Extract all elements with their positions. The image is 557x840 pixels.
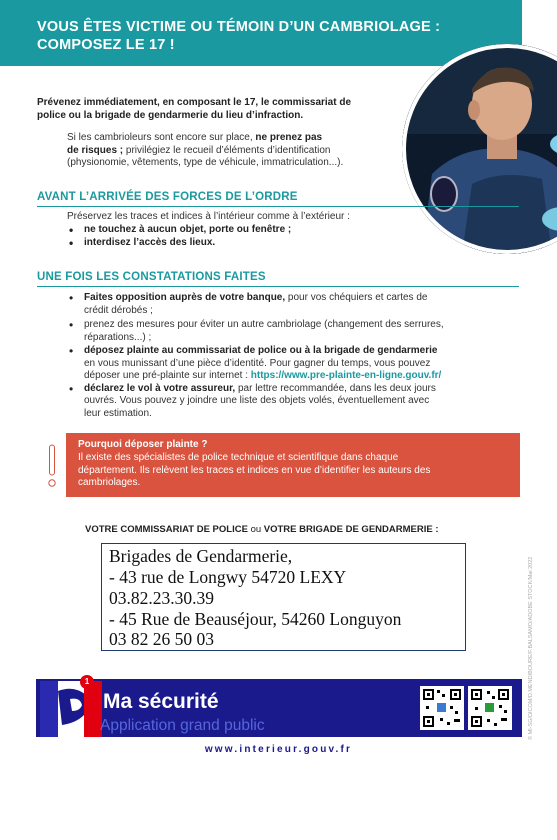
alert-line: département. Ils relèvent les traces et indices en vue d’identifier les auteurs des: [78, 464, 431, 476]
section-title-before-arrival: AVANT L’ARRIVÉE DES FORCES DE L’ORDRE: [37, 191, 298, 203]
item-text: ouvrés. Vous pouvez y joindre une liste des objets volés, éventuellement avec: [84, 395, 430, 406]
header-banner: [0, 0, 522, 66]
contact-box: [101, 543, 466, 651]
title-line-2: COMPOSEZ LE 17 !: [37, 37, 175, 53]
credit-text: © MI-SG/DICOM/D.MENDIBOURE/F.BALSAMO/ADOBE STOCK/Mai 2022: [528, 556, 534, 740]
item-bold: Faites opposition auprès de votre banque,: [84, 292, 286, 303]
contact-line: 03 82 26 50 03: [109, 629, 214, 649]
section-divider: [37, 286, 519, 287]
contact-heading: [85, 524, 439, 535]
list-item: [66, 319, 516, 344]
item-text: par lettre recommandée, dans les deux jours: [235, 382, 436, 394]
contact-heading-or: ou: [250, 524, 262, 535]
item-text: prenez des mesures pour éviter un autre cambriolage (changement des serrures,: [84, 319, 444, 330]
contact-heading-b: VOTRE BRIGADE DE GENDARMERIE :: [261, 524, 439, 535]
item-text: leur estimation.: [84, 407, 152, 419]
section1-lead: Préservez les traces et indices à l’intérieur comme à l’extérieur :: [67, 211, 350, 222]
section1-list: [66, 224, 466, 249]
item-text: réparations...) ;: [84, 331, 152, 343]
intro-line-2: police ou la brigade de gendarmerie du lieu d’infraction.: [37, 109, 304, 121]
app-subtitle: Application grand public: [100, 717, 265, 734]
page-title: [37, 18, 440, 54]
list-item: [66, 383, 516, 421]
footer-url[interactable]: www.interieur.gouv.fr: [204, 744, 353, 755]
contact-line: - 43 rue de Longwy 54720 LEXY: [109, 567, 347, 587]
title-line-1: VOUS ÊTES VICTIME OU TÉMOIN D’UN CAMBRIOLAGE :: [37, 19, 441, 35]
item-bold: déposez plainte au commissariat de police ou à la brigade de gendarmerie: [84, 345, 438, 356]
item-text: en vous munissant d’une pièce d’identité. Pour gagner du temps, vous pouvez: [84, 357, 431, 369]
alert-box: [66, 433, 520, 497]
alert-title: Pourquoi déposer plainte ?: [78, 439, 208, 450]
section2-list: [66, 292, 516, 420]
section-divider: [37, 206, 519, 207]
marianne-logo-icon: [40, 681, 102, 737]
contact-line: 03.82.23.30.39: [109, 588, 214, 608]
advice-text: Si les cambrioleurs sont encore sur place,: [67, 132, 256, 143]
contact-line: Brigades de Gendarmerie,: [109, 546, 293, 566]
advice-paragraph: [67, 132, 407, 170]
section-title-after-findings: UNE FOIS LES CONSTATATIONS FAITES: [37, 271, 266, 283]
pre-plainte-link[interactable]: https://www.pre-plainte-en-ligne.gouv.fr/: [250, 370, 442, 381]
list-item: • interdisez l’accès des lieux.: [66, 237, 466, 250]
app-name: Ma sécurité: [103, 690, 219, 713]
alert-body: [78, 452, 510, 490]
notification-badge: 1: [80, 675, 94, 689]
list-item: • ne touchez à aucun objet, porte ou fenêtre ;: [66, 224, 466, 237]
alert-line: Il existe des spécialistes de police technique et scientifique dans chaque: [78, 452, 399, 463]
intro-paragraph: [37, 97, 382, 122]
qr-code-icon[interactable]: [420, 686, 464, 730]
advice-text-3: (physionomie, vêtements, type de véhicule, immatriculation...).: [67, 157, 344, 168]
advice-bold-2: de risques ;: [67, 144, 124, 156]
item-bold: déclarez le vol à votre assureur,: [84, 382, 236, 394]
exclamation-icon: [46, 444, 58, 490]
advice-bold: ne prenez pas: [255, 132, 323, 143]
item-text: crédit dérobés ;: [84, 304, 153, 316]
intro-line-1: Prévenez immédiatement, en composant le 17, le commissariat de: [37, 97, 352, 108]
list-item: [66, 292, 516, 317]
item-text: déposer une pré-plainte sur internet :: [84, 370, 251, 381]
ma-securite-banner[interactable]: [36, 679, 522, 737]
list-item: [66, 345, 516, 383]
qr-code-icon[interactable]: [468, 686, 512, 730]
contact-line: - 45 Rue de Beauséjour, 54260 Longuyon: [109, 609, 402, 629]
item-text: pour vos chéquiers et cartes de: [285, 292, 428, 303]
side-credit: [528, 510, 540, 740]
advice-text-2: privilégiez le recueil d’éléments d’identification: [123, 144, 331, 156]
alert-line: cambriolages.: [78, 477, 141, 488]
contact-heading-a: VOTRE COMMISSARIAT DE POLICE: [85, 524, 251, 535]
